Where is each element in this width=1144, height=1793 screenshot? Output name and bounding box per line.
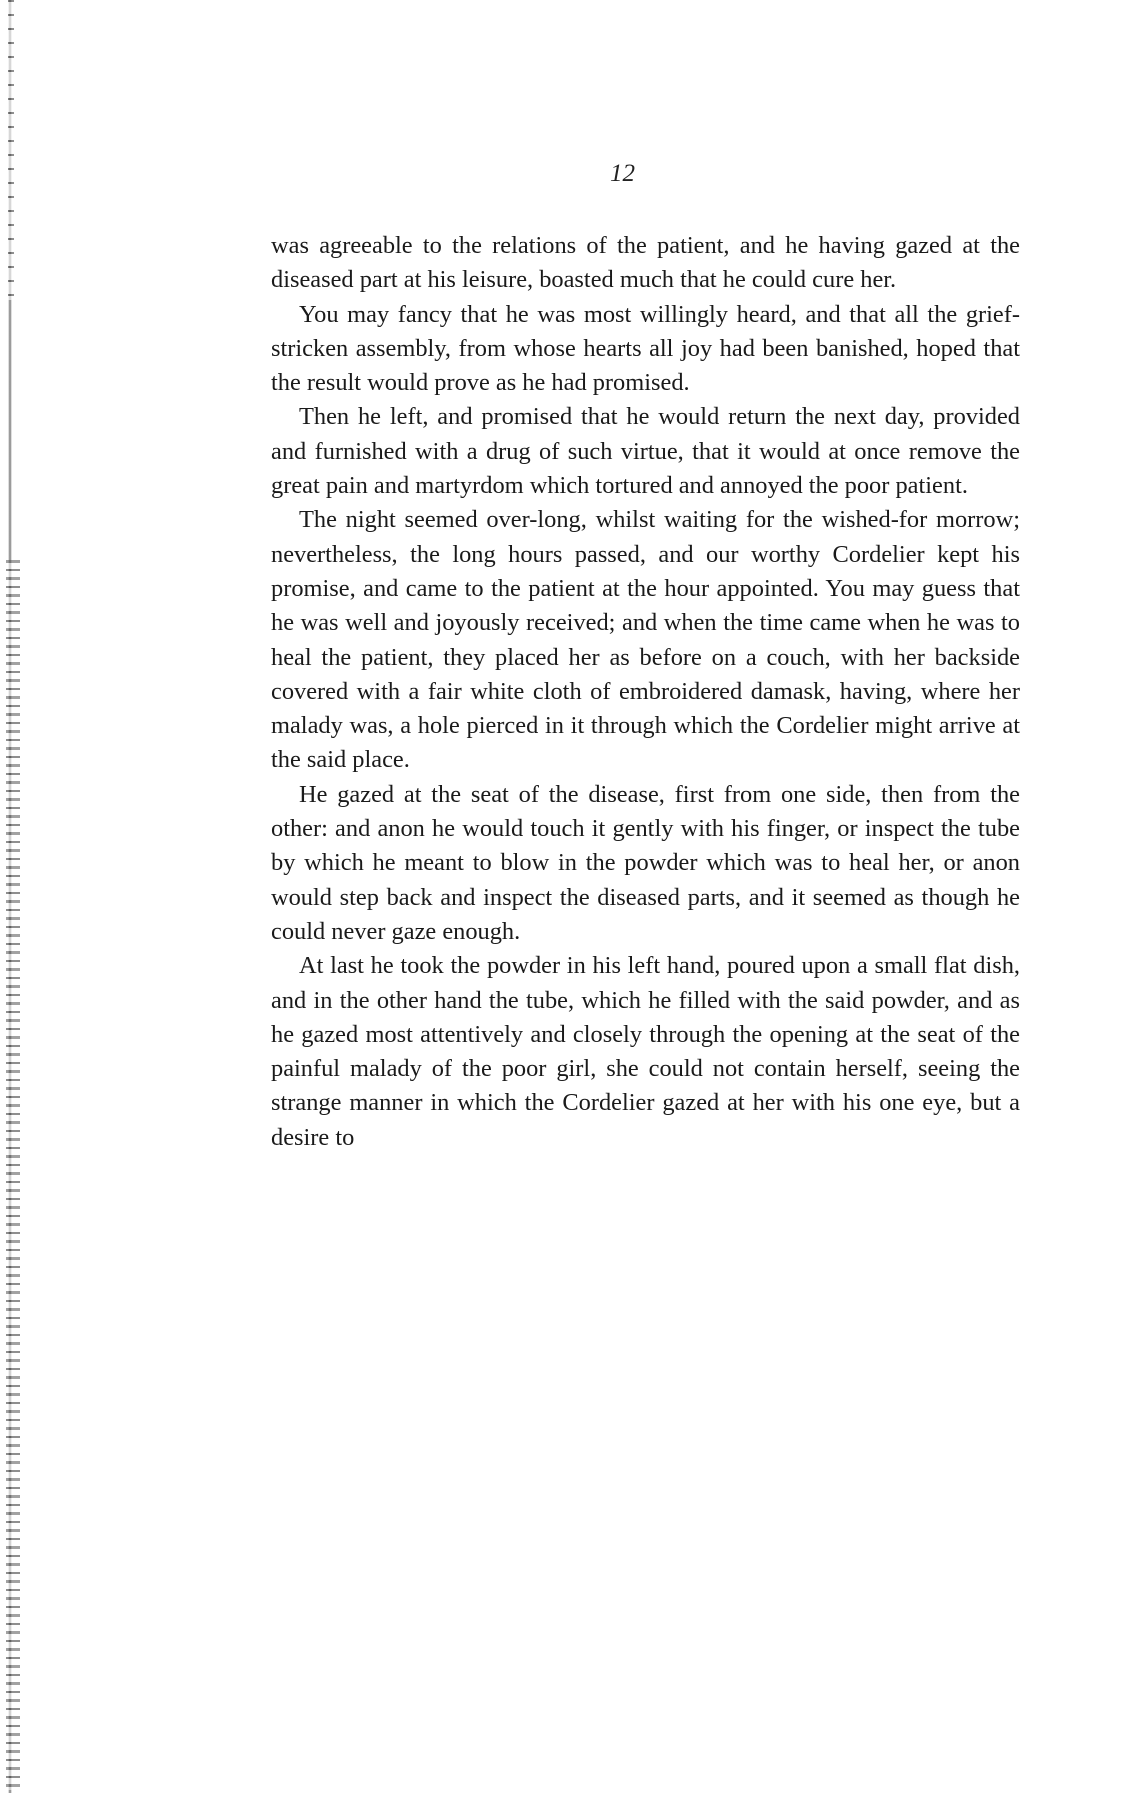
paragraph: was agreeable to the relations of the patient, and he having gazed at the diseased part at his leisure, boasted much that he could cure her. (271, 232, 1020, 294)
body-text (271, 229, 1020, 1155)
binding-marks-bottom (6, 560, 20, 1790)
paragraph: You may fancy that he was most willingly heard, and that all the grief-stricken assembly, from whose hearts all joy had been banished, hoped that the result would prove as he had promised. (271, 300, 1020, 397)
paragraph: At last he took the powder in his left hand, poured upon a small flat dish, and in the other hand the tube, which he filled with the said powder, and as he gazed most attentively and closely through the opening at the seat of the painful malady of the poor girl, she could not contain herself, seeing the strange manner in which the Cordelier gazed at her with his one eye, but a desire to (271, 952, 1020, 1151)
paragraph: The night seemed over-long, whilst waiting for the wished-for morrow; nevertheless, the long hours passed, and our worthy Cordelier kept his promise, and came to the patient at the hour appointed. You may guess that he was well and joyously received; and when the time came when he was to heal the patient, they placed her as before on a couch, with her backside covered with a fair white cloth of embroidered damask, having, where her malady was, a hole pierced in it through which the Cordelier might arrive at the said place. (271, 506, 1020, 774)
page-number: 12 (610, 160, 635, 187)
binding-marks-top (8, 0, 14, 300)
paragraph: He gazed at the seat of the disease, first from one side, then from the other: and anon he would touch it gently with his finger, or inspect the tube by which he meant to blow in the powder which was to heal her, or anon would step back and inspect the diseased parts, and it seemed as though he could never gaze enough. (271, 780, 1020, 945)
paragraph: Then he left, and promised that he would return the next day, provided and furnished with a drug of such virtue, that it would at once remove the great pain and martyrdom which tortured and annoyed the poor patient. (271, 403, 1020, 500)
